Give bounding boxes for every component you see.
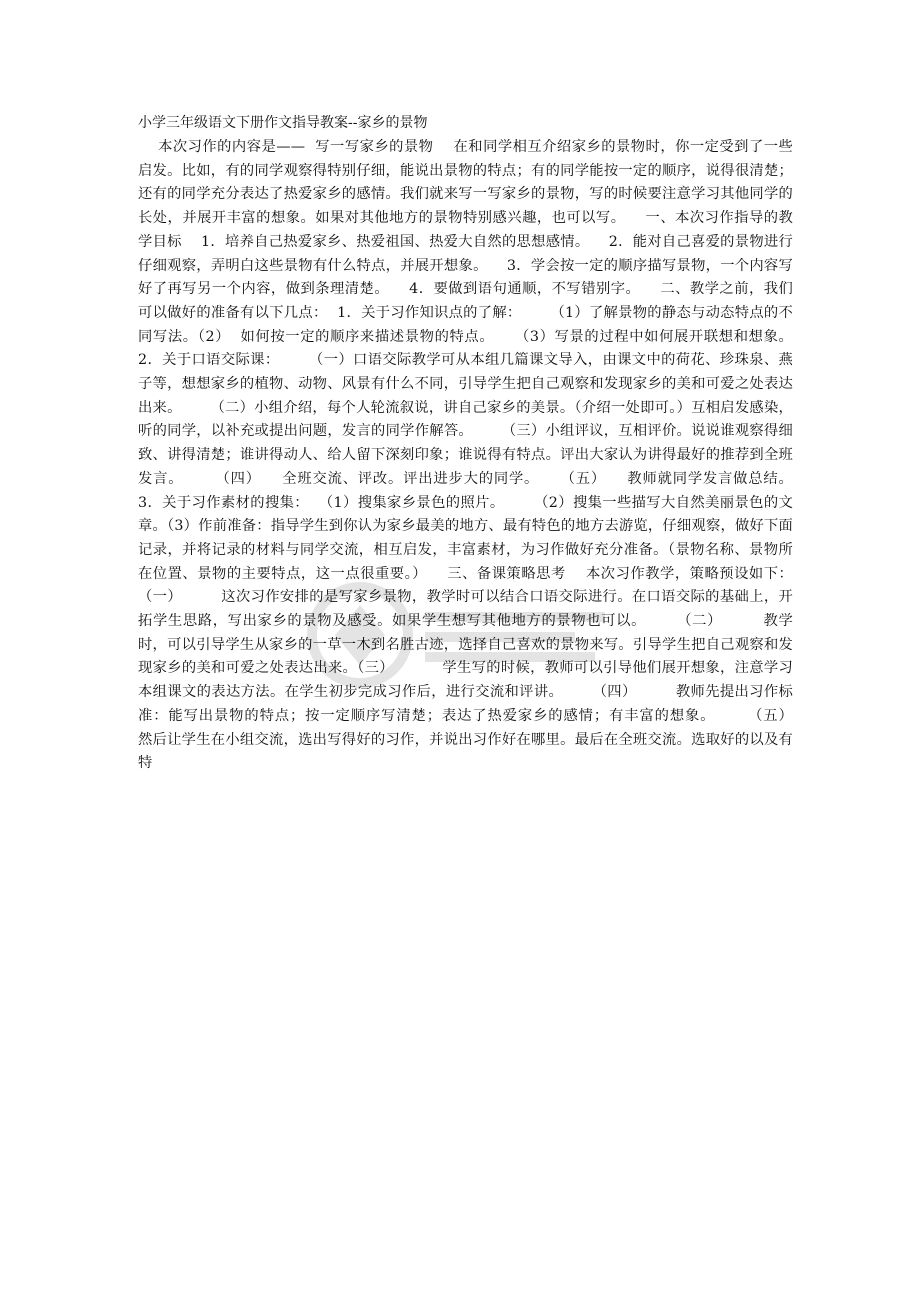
- document-content: [138, 112, 841, 776]
- document-title: 小学三年级语文下册作文指导教案--家乡的景物: [138, 115, 428, 131]
- document-body-text: 本次习作的内容是—— 写一写家乡的景物 在和同学相互介绍家乡的景物时，你一定受到了一些启发。比如，有的同学观察得特别仔细，能说出景物的特点；有的同学能按一定的顺序，说得很清楚；还有的同学充分表达了热爱家乡的感情。我们就来写一写家乡的景物，写的时候要注意学习其他同学的长处，并展开丰富的想象。如果对其他地方的景物特别感兴趣，也可以写。 一、本次习作指导的教学目标 1．培养自己热爱家乡、热爱祖国、热爱大自然的思想感情。 2．能对自己喜爱的景物进行仔细观察，弄明白这些景物有什么特点，并展开想象。 3．学会按一定的顺序描写景物，一个内容写好了再写另一个内容，做到条理清楚。 4．要做到语句通顺，不写错别字。 二、教学之前，我们可以做好的准备有以下几点： 1．关于习作知识点的了解： （1）了解景物的静态与动态特点的不同写法。（2） 如何按一定的顺序来描述景物的特点。 （3）写景的过程中如何展开联想和想象。2．关于口语交际课： （一）口语交际教学可从本组几篇课文导入，由课文中的荷花、珍珠泉、燕子等，想想家乡的植物、动物、风景有什么不同，引导学生把自己观察和发现家乡的美和可爱之处表达出来。 （二）小组介绍，每个人轮流叙说，讲自己家乡的美景。（介绍一处即可。）互相启发感染，听的同学，以补充或提出问题，发言的同学作解答。 （三）小组评议，互相评价。说说谁观察得细致、讲得清楚；谁讲得动人、给人留下深刻印象；谁说得有特点。评出大家认为讲得最好的推荐到全班发言。 （四） 全班交流、评改。评出进步大的同学。 （五） 教师就同学发言做总结。 3．关于习作素材的搜集： （1）搜集家乡景色的照片。 （2）搜集一些描写大自然美丽景色的文章。（3）作前准备：指导学生到你认为家乡最美的地方、最有特色的地方去游览，仔细观察，做好下面记录，并将记录的材料与同学交流，相互启发，丰富素材，为习作做好充分准备。（景物名称、景物所在位置、景物的主要特点，这一点很重要。） 三、备课策略思考 本次习作教学，策略预设如下： （一） 这次习作安排的是写家乡景物，教学时可以结合口语交际进行。在口语交际的基础上，开拓学生思路，写出家乡的景物及感受。如果学生想写其他地方的景物也可以。 （二） 教学时，可以引导学生从家乡的一草一木到名胜古迹，选择自己喜欢的景物来写。引导学生把自己观察和发现家乡的美和可爱之处表达出来。（三） 学生写的时候，教师可以引导他们展开想象，注意学习本组课文的表达方法。在学生初步完成习作后，进行交流和评讲。 （四） 教师先提出习作标准：能写出景物的特点；按一定顺序写清楚；表达了热爱家乡的感情；有丰富的想象。 （五） 然后让学生在小组交流，选出写得好的习作，并说出习作好在哪里。最后在全班交流。选取好的以及有特: [138, 139, 841, 772]
